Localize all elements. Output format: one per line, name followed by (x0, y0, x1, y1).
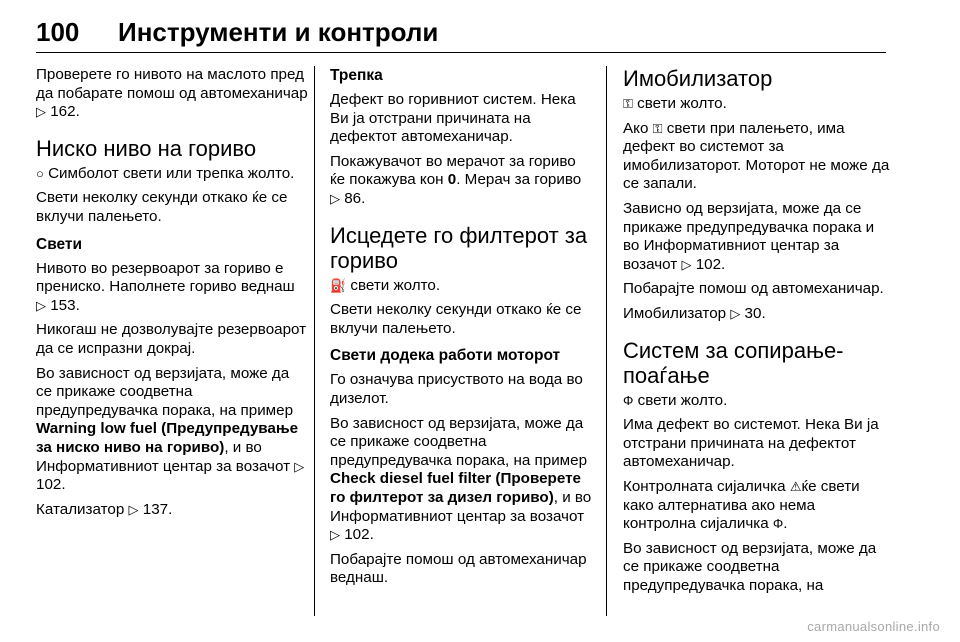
arrow-ref-icon: ▷ (681, 256, 692, 272)
paragraph: Нивото во резервоарот за гориво е прениско. Наполнете гориво веднаш ▷ 153. (36, 259, 295, 314)
arrow-ref-icon: ▷ (128, 501, 139, 517)
arrow-ref-icon: ▷ (36, 297, 46, 313)
subheading-trepka: Трепка (330, 67, 383, 84)
arrow-ref-icon: ▷ (330, 527, 340, 543)
paragraph: Побарајте помош од автомеханичар. (623, 280, 884, 298)
car-key-icon: ⚿ (623, 96, 633, 111)
paragraph: Ако ⚿ свети при палењето, има дефект во системот за имобилизаторот. Моторот не може да се запали. (623, 119, 890, 193)
page-number: 100 (36, 17, 80, 47)
arrow-ref-icon: ▷ (730, 305, 741, 321)
watermark: carmanualsonline.info (807, 619, 940, 634)
paragraph: ⚿ свети жолто. (623, 95, 727, 112)
paragraph: Има дефект во системот. Нека Ви ја отстрани причината на дефектот автомеханичар. (623, 416, 879, 471)
section-fuel-filter-heading: Исцедете го филтерот за гориво (330, 222, 588, 273)
fuel-pump-icon: ○ (36, 165, 44, 181)
column-3 (623, 66, 891, 601)
column-1 (36, 66, 308, 525)
column-2 (330, 66, 594, 594)
section-immobilizer-heading: Имобилизатор (623, 66, 773, 91)
column-divider (606, 66, 607, 616)
oil-check-paragraph: Проверете го нивото на маслото пред да побарате помош од автомеханичар ▷ 162. (36, 66, 308, 121)
start-stop-icon: Φ (772, 516, 784, 532)
subheading-engine-running: Свети додека работи моторот (330, 347, 561, 365)
low-fuel-paragraph: ○ Симболот свети или трепка жолто. (36, 164, 295, 182)
paragraph: Имобилизатор ▷ 30. (623, 304, 766, 322)
car-key-icon: ⚿ (652, 120, 663, 136)
paragraph: Никогаш не дозволувајте резервоарот да се испразни докрај. (36, 321, 307, 357)
paragraph: Катализатор ▷ 137. (36, 500, 173, 518)
arrow-ref-icon: ▷ (36, 104, 46, 120)
arrow-ref-icon: ▷ (294, 458, 305, 474)
paragraph: Свети неколку секунди откако ќе се вклучи палењето. (330, 301, 582, 337)
subheading-svet: Свети (36, 235, 83, 253)
paragraph: Свети неколку секунди откако ќе се вклучи палењето. (36, 189, 288, 225)
chapter-title: Инструменти и контроли (118, 17, 439, 47)
section-start-stop-heading: Систем за сопирање-поаѓање (623, 337, 844, 388)
section-low-fuel-heading: Ниско ниво на гориво (36, 135, 257, 161)
paragraph: Во зависност од верзијата, може да се прикаже соодветна предупредувачка порака, на (623, 539, 877, 594)
paragraph: Зависно од верзијата, може да се прикаже предупредувачка порака и во Информативниот центар за возачот ▷ 102. (623, 199, 875, 273)
paragraph: Дефект во горивниот систем. Нека Ви ја отстрани причината на дефектот автомеханичар. (330, 91, 576, 146)
paragraph: Контролната сијаличка ⚠ќе свети како алтернатива ако нема контролна сијаличка Φ. (623, 477, 860, 533)
paragraph: Го означува присуството на вода во дизелот. (330, 371, 583, 407)
paragraph: Во зависност од верзијата, може да се прикаже соодветна предупредувачка порака, на пример Check diesel fuel filter (Проверете го филтерот за дизел гориво), и во Информативниот центар за возачот ▷ 102. (330, 414, 592, 544)
column-divider (314, 66, 315, 616)
paragraph: ⛽ свети жолто. (330, 276, 441, 294)
paragraph: Φ свети жолто. (623, 391, 728, 409)
page-header (36, 18, 886, 53)
warning-triangle-icon: ⚠ (789, 478, 802, 494)
paragraph: Во зависност од верзијата, може да се прикаже соодветна предупредувачка порака, на пример Warning low fuel (Предупредување за ниско ниво на гориво), и во Информативниот центар за возачот ▷ 102. (36, 364, 305, 494)
arrow-ref-icon: ▷ (330, 190, 340, 206)
paragraph: Покажувачот во мерачот за гориво ќе покажува кон 0. Мерач за гориво ▷ 86. (330, 152, 582, 207)
paragraph: Побарајте помош од автомеханичар веднаш. (330, 550, 587, 587)
water-in-fuel-icon: ⛽ (330, 277, 347, 293)
start-stop-icon: Φ (623, 392, 634, 408)
